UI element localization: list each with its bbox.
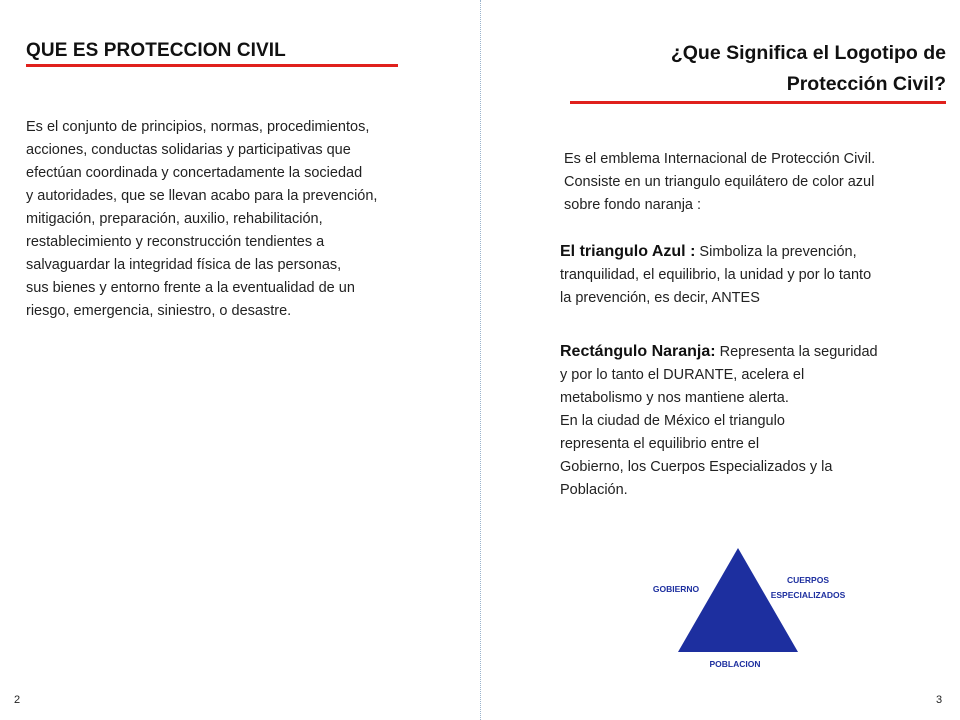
triangle-line: Simboliza la prevención, [695, 244, 857, 260]
body-line: acciones, conductas solidarias y participativas que [26, 142, 351, 158]
body-line: sus bienes y entorno frente a la eventualidad de un [26, 280, 355, 296]
triangle-first-line [560, 240, 871, 264]
rect-lead: Rectángulo Naranja: [560, 343, 716, 360]
rectangle-paragraph [560, 340, 878, 502]
body-line: riesgo, emergencia, siniestro, o desastre. [26, 303, 292, 319]
intro-paragraph [564, 148, 875, 217]
label-especializados: ESPECIALIZADOS [770, 590, 846, 600]
rect-first-line [560, 340, 878, 364]
rect-line: En la ciudad de México el triangulo [560, 413, 785, 429]
triangle-lead: El triangulo Azul : [560, 243, 696, 260]
body-line: efectúan coordinada y concertadamente la sociedad [26, 165, 363, 181]
body-line: salvaguardar la integridad física de las personas, [26, 257, 342, 273]
rect-line: Representa la seguridad [715, 344, 878, 360]
rect-line: representa el equilibrio entre el [560, 436, 760, 452]
right-page-title [526, 38, 946, 100]
rect-line: Gobierno, los Cuerpos Especializados y la [560, 459, 833, 475]
rect-line: y por lo tanto el DURANTE, acelera el [560, 367, 805, 383]
label-gobierno: GOBIERNO [652, 584, 700, 594]
label-cuerpos: CUERPOS [786, 575, 830, 585]
left-page-title: QUE ES PROTECCION CIVIL [26, 40, 286, 61]
body-line: mitigación, preparación, auxilio, rehabilitación, [26, 211, 323, 227]
body-line: Es el conjunto de principios, normas, procedimientos, [26, 119, 370, 135]
right-page-number: 3 [936, 694, 943, 706]
label-poblacion: POBLACION [709, 659, 761, 669]
intro-line: Consiste en un triangulo equilátero de color azul [564, 174, 875, 190]
blue-triangle [678, 548, 798, 652]
body-line: y autoridades, que se llevan acabo para la prevención, [26, 188, 378, 204]
rect-line: Población. [560, 482, 628, 498]
rect-line: metabolismo y nos mantiene alerta. [560, 390, 789, 406]
right-title-underline [570, 101, 946, 104]
right-title-line: ¿Que Significa el Logotipo de [670, 42, 946, 64]
left-title-underline [26, 64, 398, 67]
triangle-line: la prevención, es decir, ANTES [560, 290, 760, 306]
right-title-line: Protección Civil? [786, 73, 946, 95]
body-line: restablecimiento y reconstrucción tendientes a [26, 234, 325, 250]
triangle-line: tranquilidad, el equilibrio, la unidad y por lo tanto [560, 267, 872, 283]
triangle-paragraph [560, 240, 871, 310]
intro-line: Es el emblema Internacional de Protección Civil. [564, 151, 876, 167]
page-divider [480, 0, 481, 720]
left-page-number: 2 [14, 694, 21, 706]
left-body-text [26, 116, 456, 323]
intro-line: sobre fondo naranja : [564, 197, 702, 213]
triangle-diagram [640, 540, 880, 680]
